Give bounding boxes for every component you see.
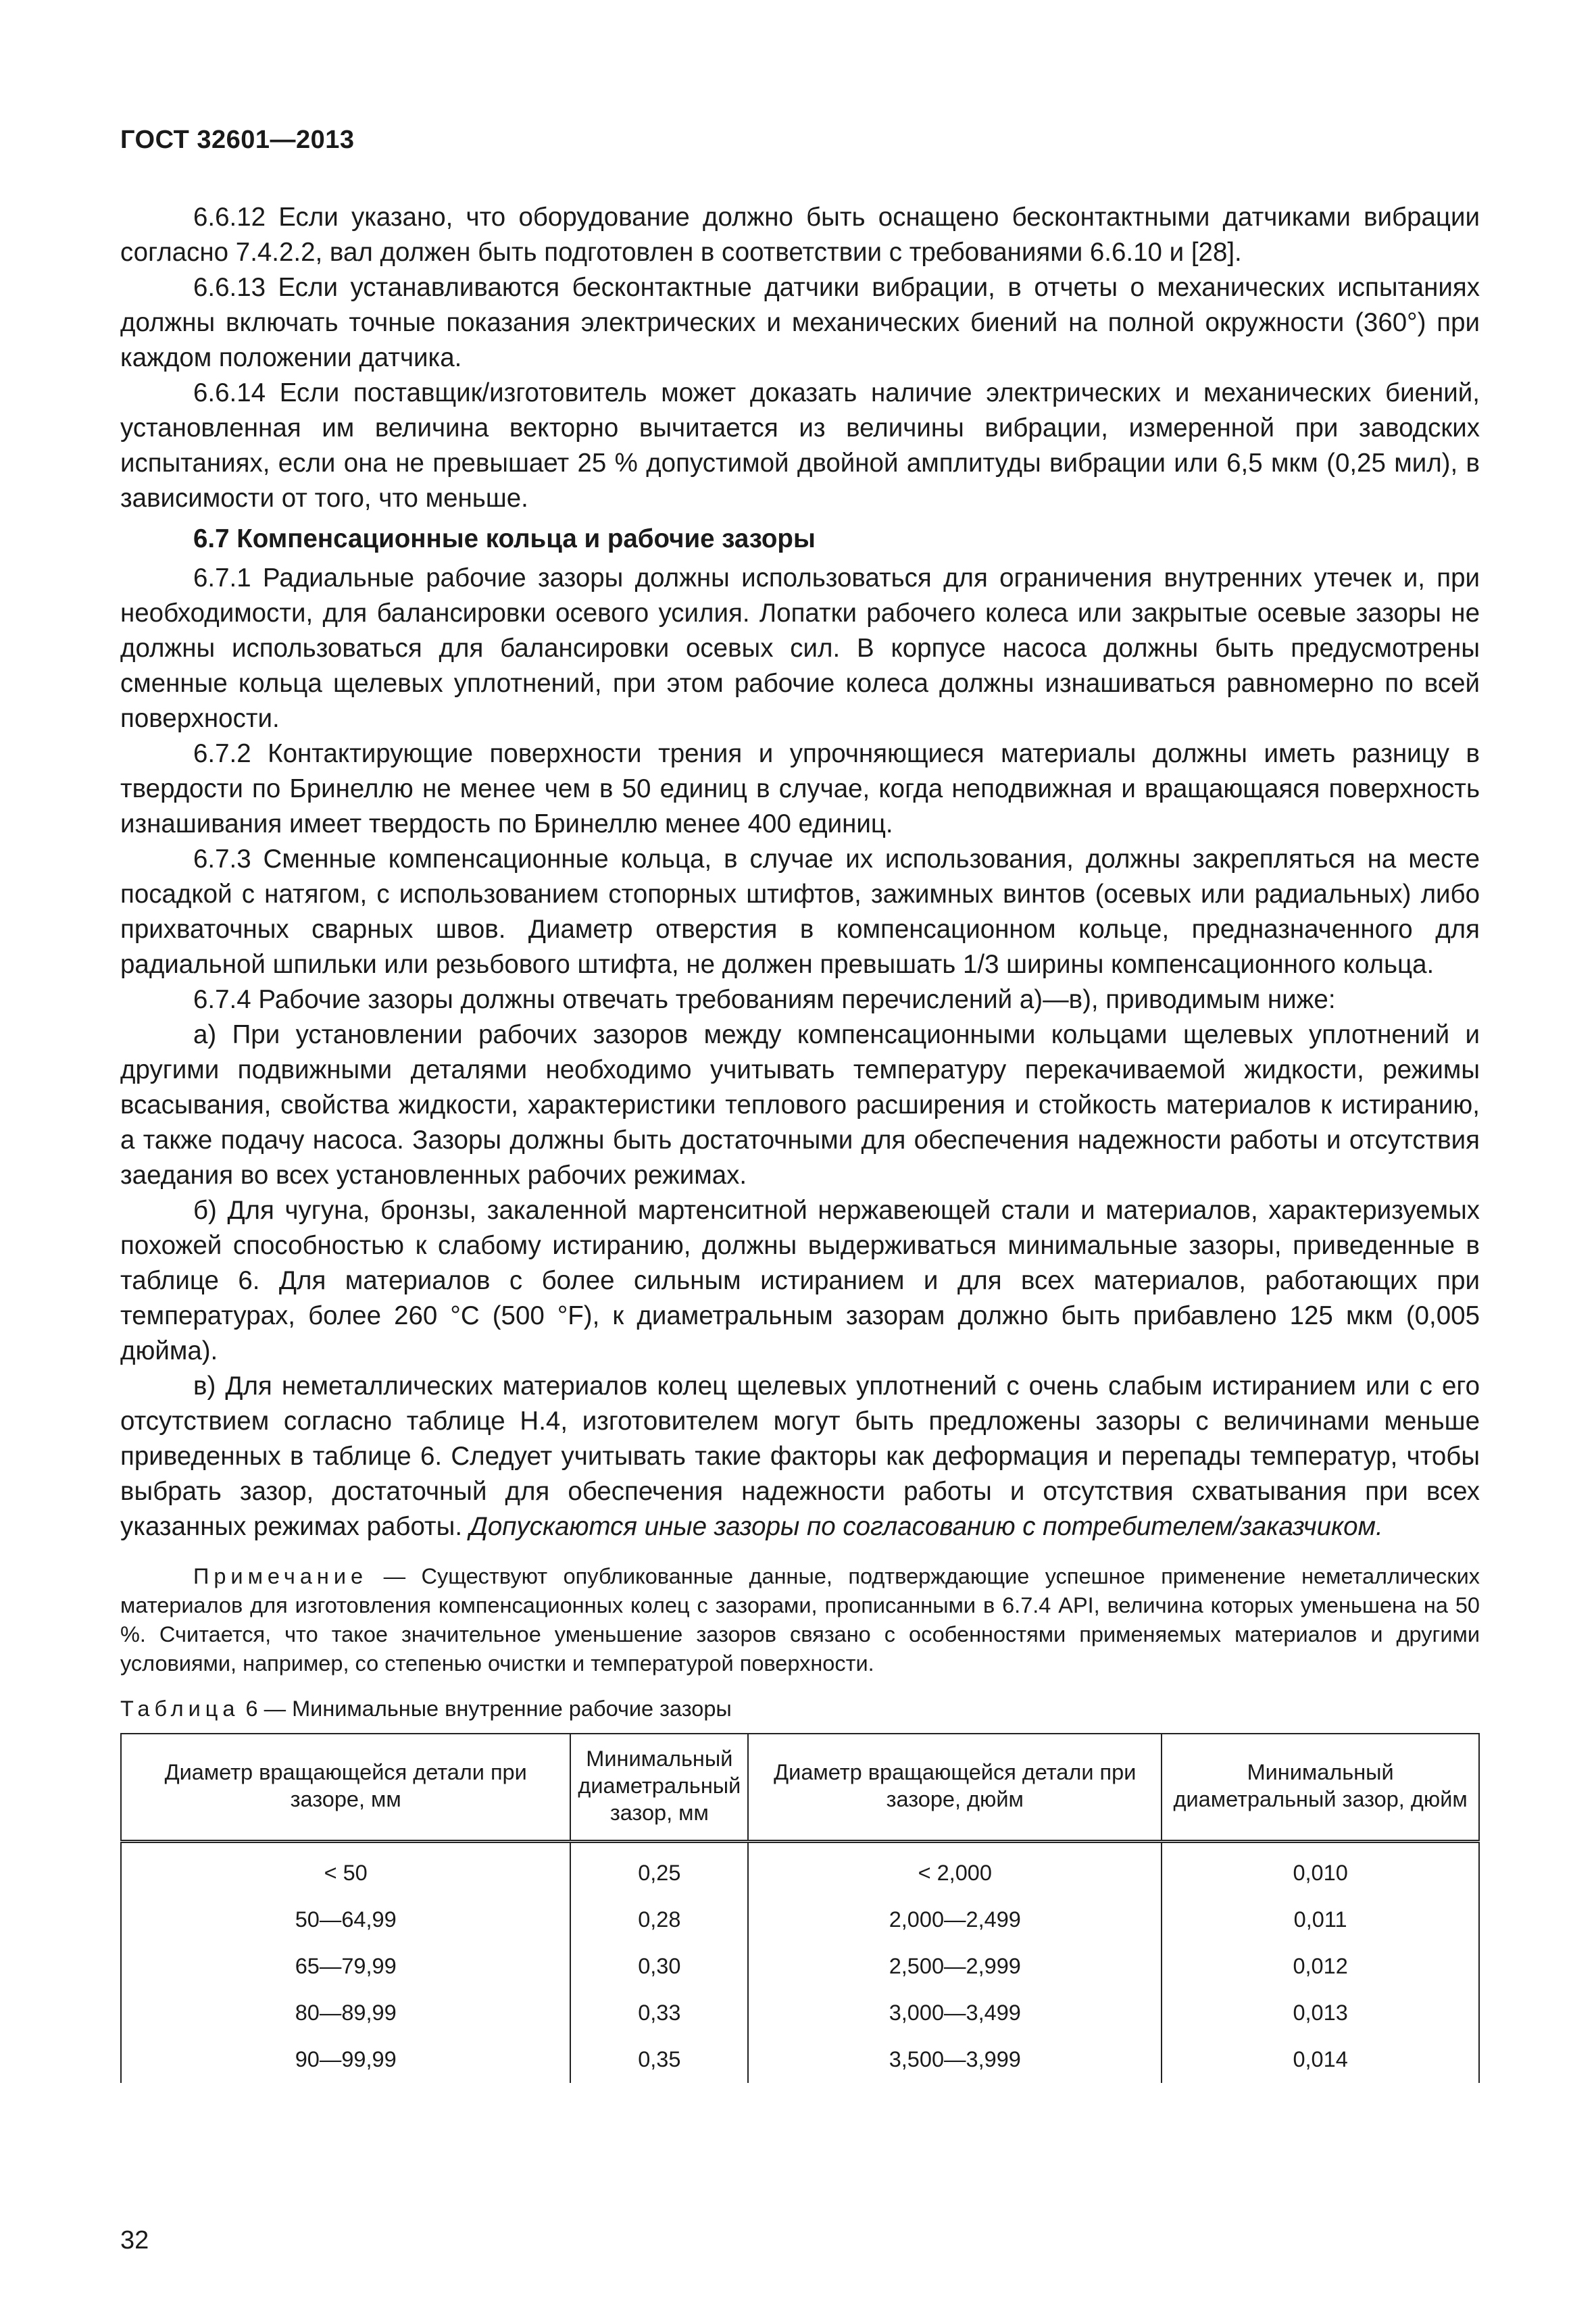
table-header-row	[121, 1734, 1479, 1842]
table-cell: 0,014	[1162, 2036, 1479, 2083]
table-cell: < 2,000	[748, 1842, 1162, 1897]
table-cell: 2,500—2,999	[748, 1943, 1162, 1990]
table-cell: 3,500—3,999	[748, 2036, 1162, 2083]
clearance-table	[120, 1733, 1480, 2083]
table-cell: 3,000—3,499	[748, 1990, 1162, 2036]
page-number: 32	[120, 2226, 149, 2255]
paragraph-item-v-text: в) Для неметаллических материалов колец щелевых уплотнений с очень слабым истиранием или с его отсутствием согласно таблице Н.4, изготовителем могут быть предложены зазоры с величинами меньше приведенных в таблице 6. Следует учитывать такие факторы как деформация и перепады температур, чтобы выбрать зазор, достаточный для обеспечения надежности работы и отсутствия схватывания при всех указанных режимах работы.	[120, 1372, 1480, 1541]
note	[120, 1562, 1480, 1678]
table-cell: 0,012	[1162, 1943, 1479, 1990]
paragraph-6-7-3: 6.7.3 Сменные компенсационные кольца, в случае их использования, должны закрепляться на месте посадкой с натягом, с использованием стопорных штифтов, зажимных винтов (осевых или радиальных) либо прихваточных сварных швов. Диаметр отверстия в компенсационном кольце, предназначенного для радиальной шпильки или резьбового штифта, не должен превышать 1/3 ширины компенсационного кольца.	[120, 845, 1480, 979]
paragraph-6-6-13: 6.6.13 Если устанавливаются бесконтактные датчики вибрации, в отчеты о механических испытаниях должны включать точные показания электрических и механических биений на полной окружности (360°) при каждом положении датчика.	[120, 273, 1480, 372]
paragraph-item-b: б) Для чугуна, бронзы, закаленной мартенситной нержавеющей стали и материалов, характеризуемых похожей способностью к слабому истиранию, должны выдерживаться минимальные зазоры, приведенные в таблице 6. Для материалов с более сильным истиранием и для всех материалов, работающих при температурах, более 260 °С (500 °F), к диаметральным зазорам должно быть прибавлено 125 мкм (0,005 дюйма).	[120, 1196, 1480, 1365]
table-cell: 80—89,99	[121, 1990, 570, 2036]
table-header-cell: Диаметр вращающейся детали при зазоре, мм	[121, 1734, 570, 1842]
table-row	[121, 1842, 1479, 1897]
table-caption-label: Таблица	[120, 1696, 240, 1721]
table-cell: 65—79,99	[121, 1943, 570, 1990]
table-header-cell: Минимальный диаметральный зазор, дюйм	[1162, 1734, 1479, 1842]
paragraph-item-a: а) При установлении рабочих зазоров между компенсационными кольцами щелевых уплотнений и другими подвижными деталями необходимо учитывать температуру перекачиваемой жидкости, режимы всасывания, свойства жидкости, характеристики теплового расширения и стойкость материалов к истиранию, а также подачу насоса. Зазоры должны быть достаточными для обеспечения надежности работы и отсутствия заедания во всех установленных рабочих режимах.	[120, 1020, 1480, 1190]
table-cell: 0,33	[570, 1990, 748, 2036]
table-row	[121, 2036, 1479, 2083]
table-cell: 2,000—2,499	[748, 1896, 1162, 1943]
table-row	[121, 1943, 1479, 1990]
paragraph-item-v-italic: Допускаются иные зазоры по согласованию с потребителем/заказчиком.	[469, 1512, 1383, 1541]
paragraph-item-v	[120, 1369, 1480, 1544]
table-header-cell: Диаметр вращающейся детали при зазоре, дюйм	[748, 1734, 1162, 1842]
table-cell: 0,35	[570, 2036, 748, 2083]
table-cell: < 50	[121, 1842, 570, 1897]
note-text: — Существуют опубликованные данные, подтверждающие успешное применение неметаллических материалов для изготовления компенсационных колец с зазорами, прописанными в 6.7.4 API, величина которых уменьшена на 50 %. Считается, что такое значительное уменьшение зазоров связано с особенностями применяемых материалов и другими условиями, например, со степенью очистки и температурой поверхности.	[120, 1564, 1480, 1676]
paragraph-6-6-14: 6.6.14 Если поставщик/изготовитель может доказать наличие электрических и механических биений, установленная им величина векторно вычитается из величины вибрации, измеренной при заводских испытаниях, если она не превышает 25 % допустимой двойной амплитуды вибрации или 6,5 мкм (0,25 мил), в зависимости от того, что меньше.	[120, 378, 1480, 513]
table-cell: 0,25	[570, 1842, 748, 1897]
table-header-cell: Минимальный диаметральный зазор, мм	[570, 1734, 748, 1842]
table-cell: 0,011	[1162, 1896, 1479, 1943]
table-cell: 0,013	[1162, 1990, 1479, 2036]
paragraph-6-6-12: 6.6.12 Если указано, что оборудование должно быть оснащено бесконтактными датчиками вибрации согласно 7.4.2.2, вал должен быть подготовлен в соответствии с требованиями 6.6.10 и [28].	[120, 203, 1480, 267]
table-caption	[120, 1694, 1480, 1724]
section-heading: 6.7 Компенсационные кольца и рабочие зазоры	[193, 524, 816, 553]
table-cell: 0,28	[570, 1896, 748, 1943]
note-label: Примечание	[193, 1564, 368, 1588]
paragraph-6-7-1: 6.7.1 Радиальные рабочие зазоры должны использоваться для ограничения внутренних утечек и, при необходимости, для балансировки осевого усилия. Лопатки рабочего колеса или закрытые осевые зазоры не должны использоваться для балансировки осевых сил. В корпусе насоса должны быть предусмотрены сменные кольца щелевых уплотнений, при этом рабочие колеса должны изнашиваться равномерно по всей поверхности.	[120, 563, 1480, 733]
table-cell: 0,30	[570, 1943, 748, 1990]
table-row	[121, 1896, 1479, 1943]
table-caption-text: 6 — Минимальные внутренние рабочие зазоры	[245, 1696, 732, 1721]
table-cell: 50—64,99	[121, 1896, 570, 1943]
table-cell: 90—99,99	[121, 2036, 570, 2083]
document-body	[120, 200, 1480, 2083]
paragraph-6-7-4: 6.7.4 Рабочие зазоры должны отвечать требованиям перечислений а)—в), приводимым ниже:	[193, 985, 1336, 1014]
table-row	[121, 1990, 1479, 2036]
document-header: ГОСТ 32601—2013	[120, 126, 355, 154]
paragraph-6-7-2: 6.7.2 Контактирующие поверхности трения и упрочняющиеся материалы должны иметь разницу в твердости по Бринеллю не менее чем в 50 единиц в случае, когда неподвижная и вращающаяся поверхность изнашивания имеет твердость по Бринеллю менее 400 единиц.	[120, 739, 1480, 838]
table-cell: 0,010	[1162, 1842, 1479, 1897]
